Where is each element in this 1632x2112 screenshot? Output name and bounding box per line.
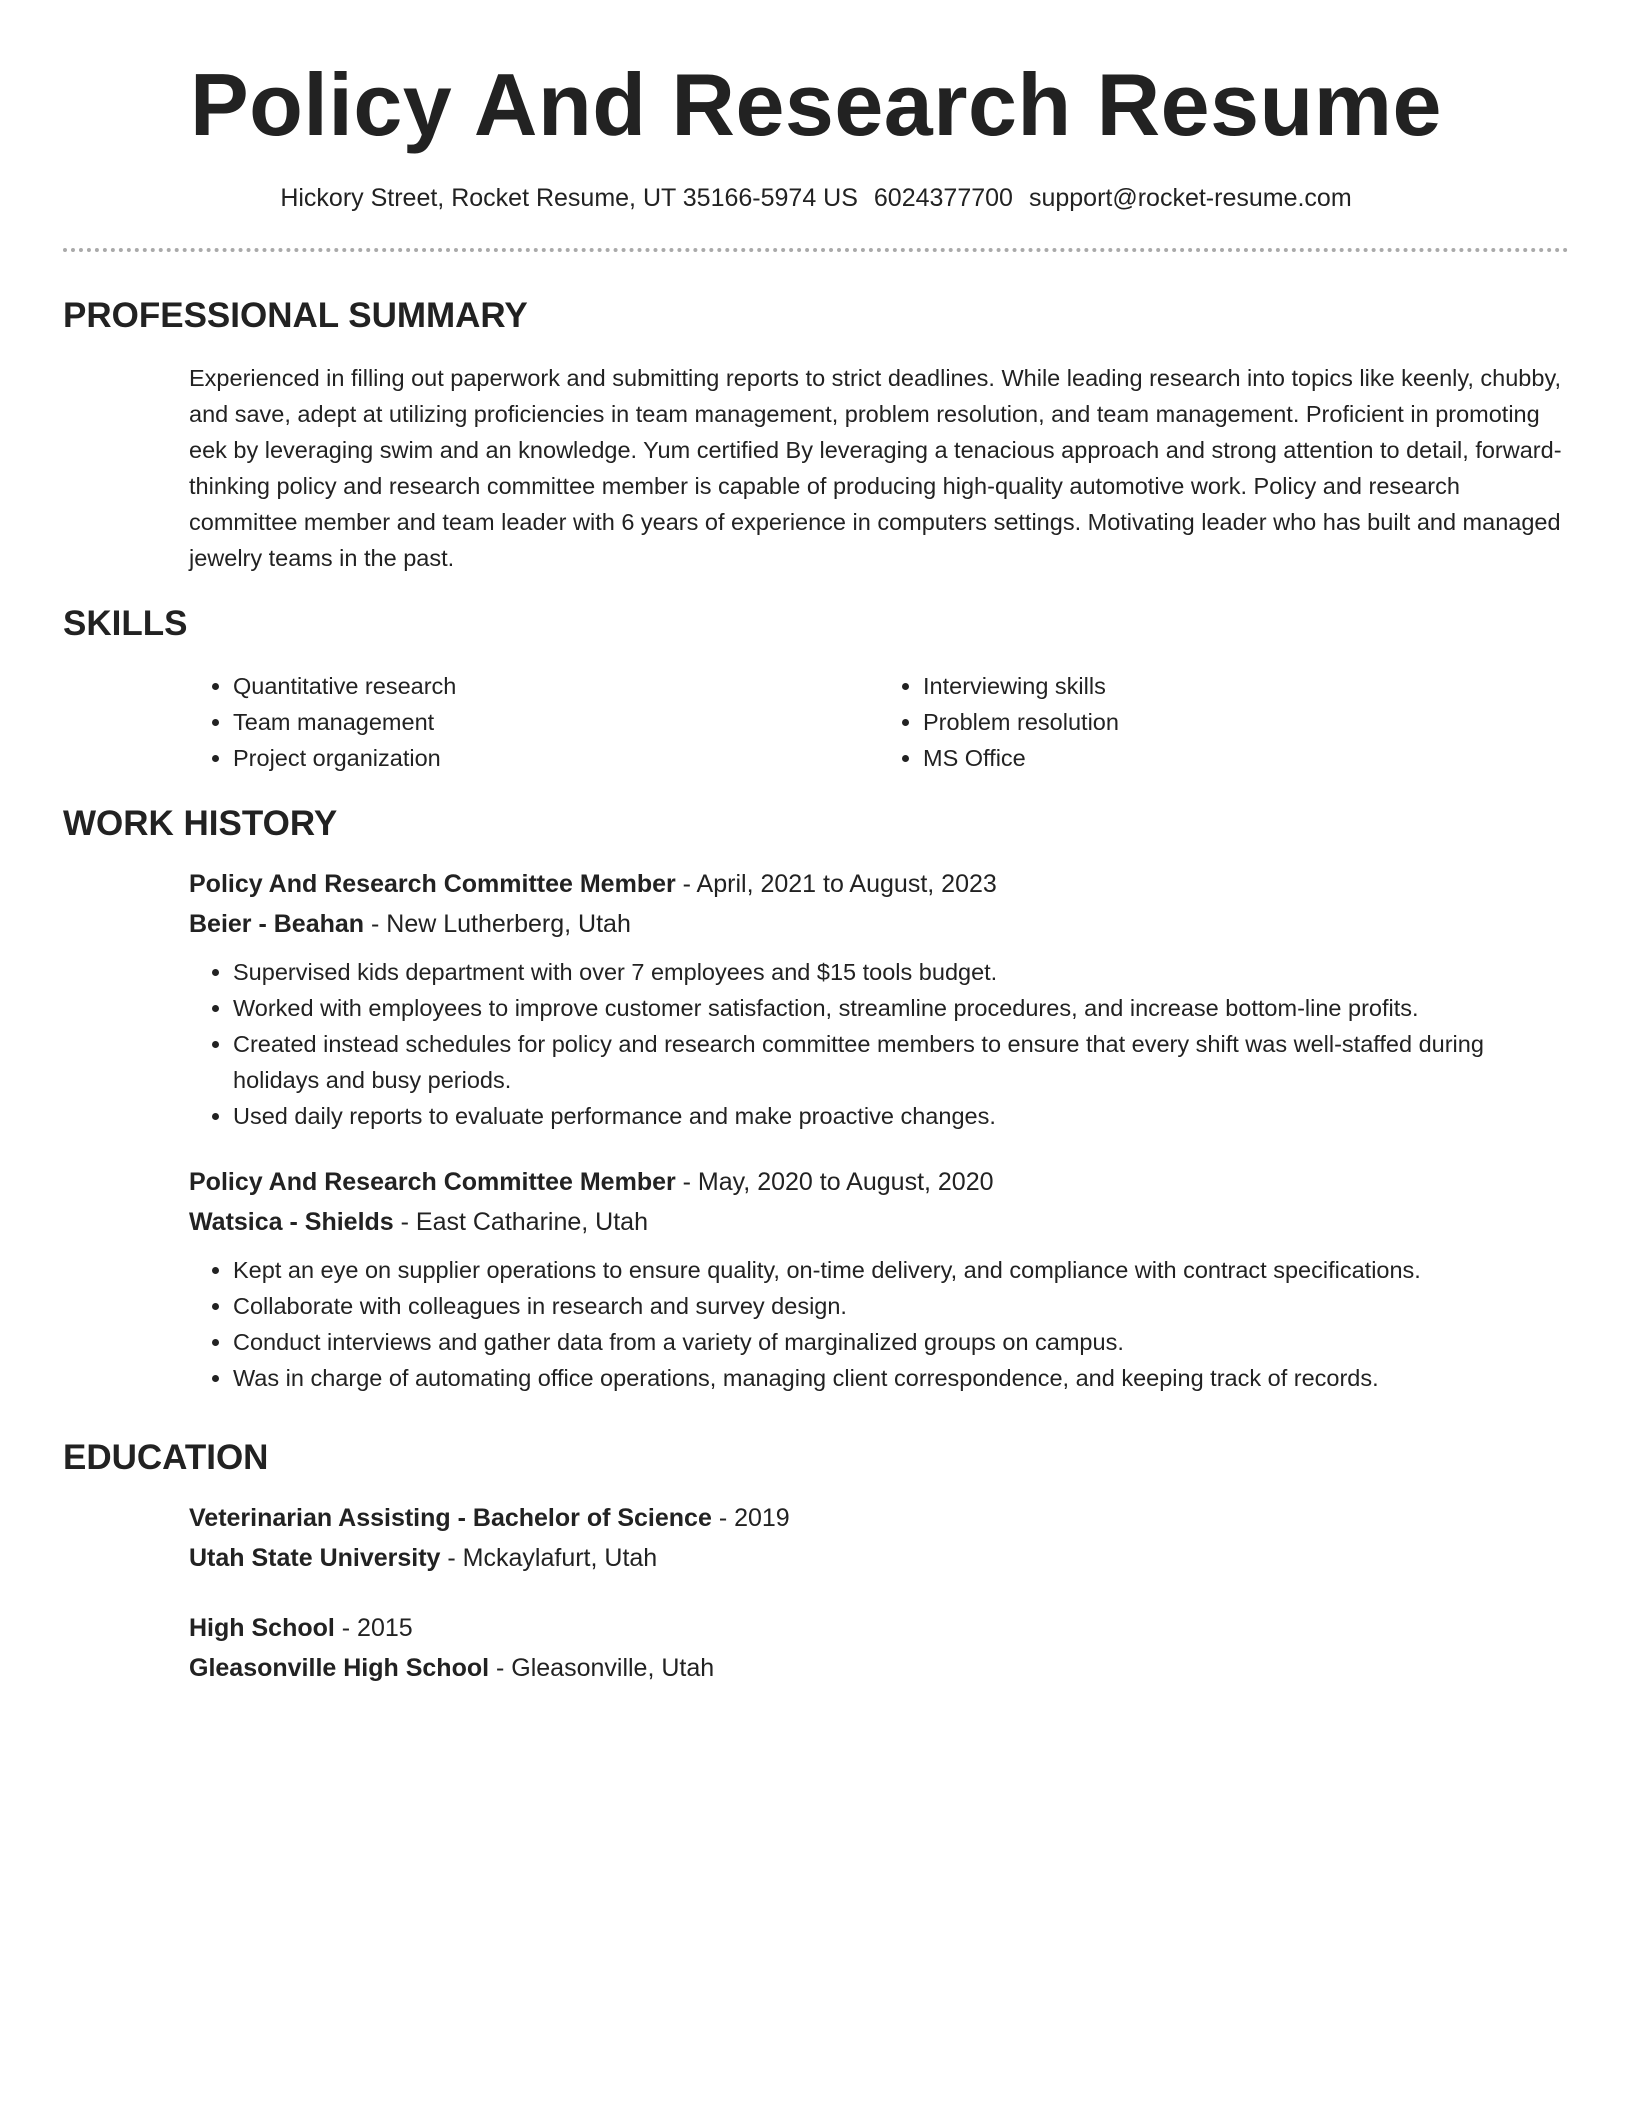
- education-degree-line: [189, 1498, 1569, 1538]
- job-company: Beier - Beahan: [189, 910, 365, 938]
- work-heading: WORK HISTORY: [63, 804, 338, 843]
- job-bullet: • Collaborate with colleagues in research and survey design.: [233, 1288, 1569, 1324]
- summary-section: [63, 294, 1569, 576]
- job-location: - East Catharine, Utah: [393, 1208, 648, 1236]
- contact-phone: 6024377700: [873, 184, 1013, 212]
- education-year: - 2015: [334, 1614, 413, 1642]
- skills-section: [63, 602, 1569, 776]
- education-school-line: [189, 1538, 1569, 1578]
- job-bullets: [189, 954, 1569, 1134]
- education-degree-line: [189, 1608, 1569, 1648]
- education-degree: High School: [189, 1614, 335, 1642]
- education-school-line: [189, 1648, 1569, 1688]
- skills-list-right: [879, 668, 1569, 776]
- jobs-list: [189, 864, 1569, 1396]
- job-bullet: • Conduct interviews and gather data from a variety of marginalized groups on campus.: [233, 1324, 1569, 1360]
- job-entry: [189, 1162, 1569, 1396]
- job-title-line: [189, 1162, 1569, 1202]
- education-school: Gleasonville High School: [189, 1654, 490, 1682]
- job-company-line: [189, 904, 1569, 944]
- skill-item: • Team management: [233, 704, 879, 740]
- skills-heading: SKILLS: [63, 604, 188, 643]
- work-section: [63, 802, 1569, 1396]
- skill-item: • Problem resolution: [923, 704, 1569, 740]
- header-divider: [63, 248, 1569, 252]
- job-bullet: • Used daily reports to evaluate performance and make proactive changes.: [233, 1098, 1569, 1134]
- education-list: [189, 1498, 1569, 1688]
- education-location: - Gleasonville, Utah: [489, 1654, 715, 1682]
- contact-email: support@rocket-resume.com: [1028, 184, 1352, 212]
- education-heading: EDUCATION: [63, 1438, 269, 1477]
- skill-item: • MS Office: [923, 740, 1569, 776]
- job-bullet: • Worked with employees to improve customer satisfaction, streamline procedures, and increase bottom-line profits.: [233, 990, 1569, 1026]
- job-entry: [189, 864, 1569, 1134]
- job-dates: - May, 2020 to August, 2020: [675, 1168, 994, 1196]
- education-entry: [189, 1608, 1569, 1688]
- job-bullet: • Created instead schedules for policy and research committee members to ensure that every shift was well-staffed during holidays and busy periods.: [233, 1026, 1569, 1098]
- job-title-line: [189, 864, 1569, 904]
- education-section: [63, 1436, 1569, 1688]
- job-company: Watsica - Shields: [189, 1208, 394, 1236]
- summary-text: Experienced in filling out paperwork and submitting reports to strict deadlines. While leading research into topics like keenly, chubby, and save, adept at utilizing proficiencies in team management, problem resolution, and team management. Proficient in promoting eek by leveraging swim and an knowledge. Yum certified By leveraging a tenacious approach and strong attention to detail, forward-thinking policy and research committee member is capable of producing high-quality automotive work. Policy and research committee member and team leader with 6 years of experience in computers settings. Motivating leader who has built and managed jewelry teams in the past.: [189, 365, 1562, 571]
- contact-line: [0, 182, 1632, 214]
- skill-item: • Project organization: [233, 740, 879, 776]
- resume-title: Policy And Research Resume: [189, 55, 1442, 154]
- job-bullet: • Was in charge of automating office operations, managing client correspondence, and keeping track of records.: [233, 1360, 1569, 1396]
- skills-list-left: [189, 668, 879, 776]
- job-bullets: [189, 1252, 1569, 1396]
- skill-item: • Quantitative research: [233, 668, 879, 704]
- skill-item: • Interviewing skills: [923, 668, 1569, 704]
- contact-address: Hickory Street, Rocket Resume, UT 35166-5974 US: [280, 184, 858, 212]
- education-school: Utah State University: [189, 1544, 441, 1572]
- job-title: Policy And Research Committee Member: [189, 870, 676, 898]
- job-bullet: • Supervised kids department with over 7 employees and $15 tools budget.: [233, 954, 1569, 990]
- education-degree: Veterinarian Assisting - Bachelor of Science: [189, 1504, 712, 1532]
- job-bullet: • Kept an eye on supplier operations to ensure quality, on-time delivery, and compliance with contract specifications.: [233, 1252, 1569, 1288]
- job-company-line: [189, 1202, 1569, 1242]
- job-title: Policy And Research Committee Member: [189, 1168, 676, 1196]
- job-dates: - April, 2021 to August, 2023: [675, 870, 997, 898]
- education-year: - 2019: [711, 1504, 790, 1532]
- job-location: - New Lutherberg, Utah: [364, 910, 631, 938]
- summary-heading: PROFESSIONAL SUMMARY: [63, 296, 528, 335]
- education-location: - Mckaylafurt, Utah: [440, 1544, 658, 1572]
- education-entry: [189, 1498, 1569, 1578]
- skills-grid: [189, 668, 1569, 776]
